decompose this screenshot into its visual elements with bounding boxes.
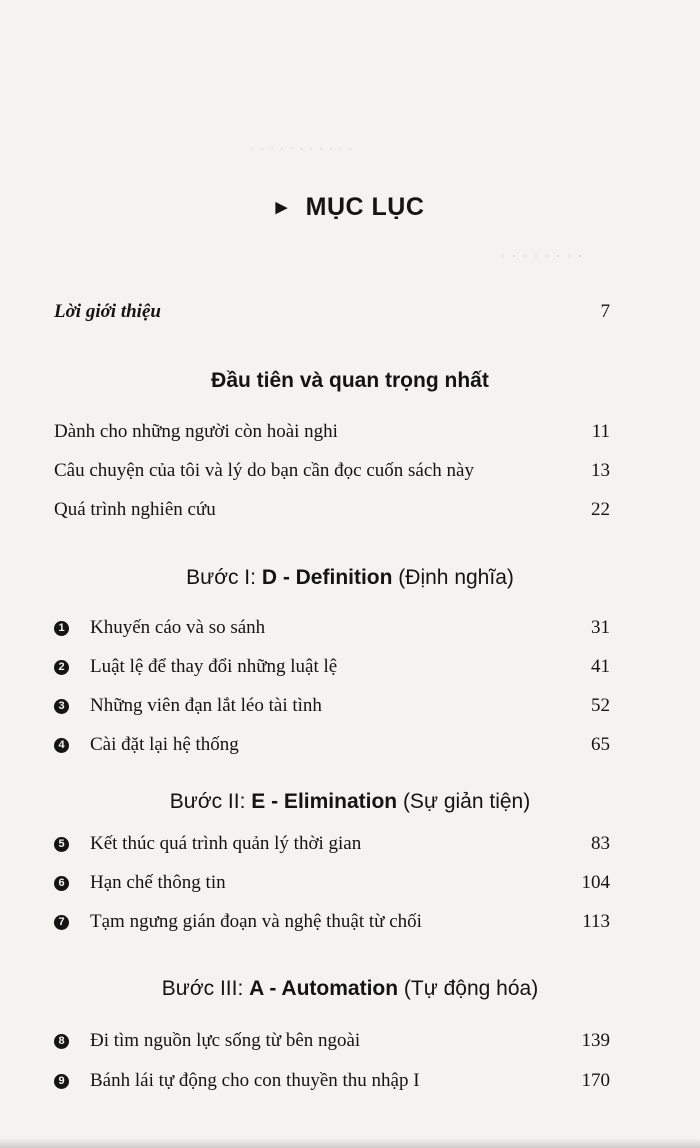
toc-entry[interactable] xyxy=(54,617,610,645)
section-title-tail: (Sự giản tiện) xyxy=(397,790,531,813)
section-title-prefix: Bước II: xyxy=(169,790,252,813)
circled-number-icon: 3 xyxy=(54,699,69,714)
entry-label: Đi tìm nguồn lực sống từ bên ngoài xyxy=(90,1030,361,1051)
toc-title: MỤC LỤC xyxy=(305,193,425,221)
circled-number-icon: 4 xyxy=(54,738,69,753)
show-through-text: · · · · · · · · xyxy=(500,245,583,265)
toc-entry[interactable] xyxy=(54,656,610,684)
section-title xyxy=(0,977,700,1001)
entry-page: 52 xyxy=(591,695,610,716)
entry-label: Lời giới thiệu xyxy=(54,301,161,322)
circled-number-icon: 1 xyxy=(54,621,69,636)
entry-page: 31 xyxy=(591,617,610,638)
toc-entry-intro[interactable] xyxy=(54,301,610,329)
circled-number-icon: 9 xyxy=(54,1074,69,1089)
show-through-text: · · · · · · · · · · · xyxy=(250,140,354,157)
section-title-bold: D - Definition xyxy=(261,566,393,589)
toc-entry[interactable] xyxy=(54,421,610,449)
toc-entry[interactable] xyxy=(54,872,610,900)
entry-page: 83 xyxy=(591,833,610,854)
toc-entry[interactable] xyxy=(54,1030,610,1058)
entry-page: 113 xyxy=(582,911,610,932)
entry-label: Hạn chế thông tin xyxy=(90,872,226,893)
entry-label: Khuyến cáo và so sánh xyxy=(90,617,266,638)
section-title-prefix: Bước III: xyxy=(161,977,250,1000)
circled-number-icon: 2 xyxy=(54,660,69,675)
page-edge-shadow xyxy=(0,1138,700,1148)
entry-label: Quá trình nghiên cứu xyxy=(54,499,216,520)
toc-heading xyxy=(0,193,700,222)
section-title-bold: E - Elimination xyxy=(251,790,398,813)
section-title-bold: Đầu tiên và quan trọng nhất xyxy=(211,369,489,392)
entry-page: 7 xyxy=(600,301,610,322)
toc-entry[interactable] xyxy=(54,695,610,723)
entry-label: Bánh lái tự động cho con thuyền thu nhập I xyxy=(90,1070,420,1091)
toc-entry[interactable] xyxy=(54,911,610,939)
entry-page: 11 xyxy=(591,421,610,442)
entry-page: 170 xyxy=(581,1070,610,1091)
section-title xyxy=(0,790,700,814)
entry-label: Luật lệ để thay đổi những luật lệ xyxy=(90,656,338,677)
toc-entry[interactable] xyxy=(54,833,610,861)
entry-page: 22 xyxy=(591,499,610,520)
circled-number-icon: 7 xyxy=(54,915,69,930)
entry-page: 65 xyxy=(591,734,610,755)
entry-label: Câu chuyện của tôi và lý do bạn cần đọc cuốn sách này xyxy=(54,460,474,481)
section-title xyxy=(0,369,700,393)
entry-page: 41 xyxy=(591,656,610,677)
entry-page: 139 xyxy=(581,1030,610,1051)
circled-number-icon: 6 xyxy=(54,876,69,891)
circled-number-icon: 5 xyxy=(54,837,69,852)
section-title-tail: (Định nghĩa) xyxy=(392,566,514,589)
toc-entry[interactable] xyxy=(54,460,610,488)
section-title-tail: (Tự động hóa) xyxy=(398,977,539,1000)
circled-number-icon: 8 xyxy=(54,1034,69,1049)
triangle-marker-icon: ▶ xyxy=(275,199,288,216)
toc-entry[interactable] xyxy=(54,499,610,527)
section-title-bold: A - Automation xyxy=(249,977,399,1000)
section-title-prefix: Bước I: xyxy=(186,566,262,589)
entry-label: Tạm ngưng gián đoạn và nghệ thuật từ chối xyxy=(90,911,422,932)
section-title xyxy=(0,566,700,590)
entry-label: Cài đặt lại hệ thống xyxy=(90,734,239,755)
entry-label: Dành cho những người còn hoài nghi xyxy=(54,421,338,442)
entry-label: Những viên đạn lắt léo tài tình xyxy=(90,695,322,716)
entry-label: Kết thúc quá trình quản lý thời gian xyxy=(90,833,362,854)
entry-page: 104 xyxy=(581,872,610,893)
entry-page: 13 xyxy=(591,460,610,481)
toc-entry[interactable] xyxy=(54,734,610,762)
toc-entry[interactable] xyxy=(54,1070,610,1098)
